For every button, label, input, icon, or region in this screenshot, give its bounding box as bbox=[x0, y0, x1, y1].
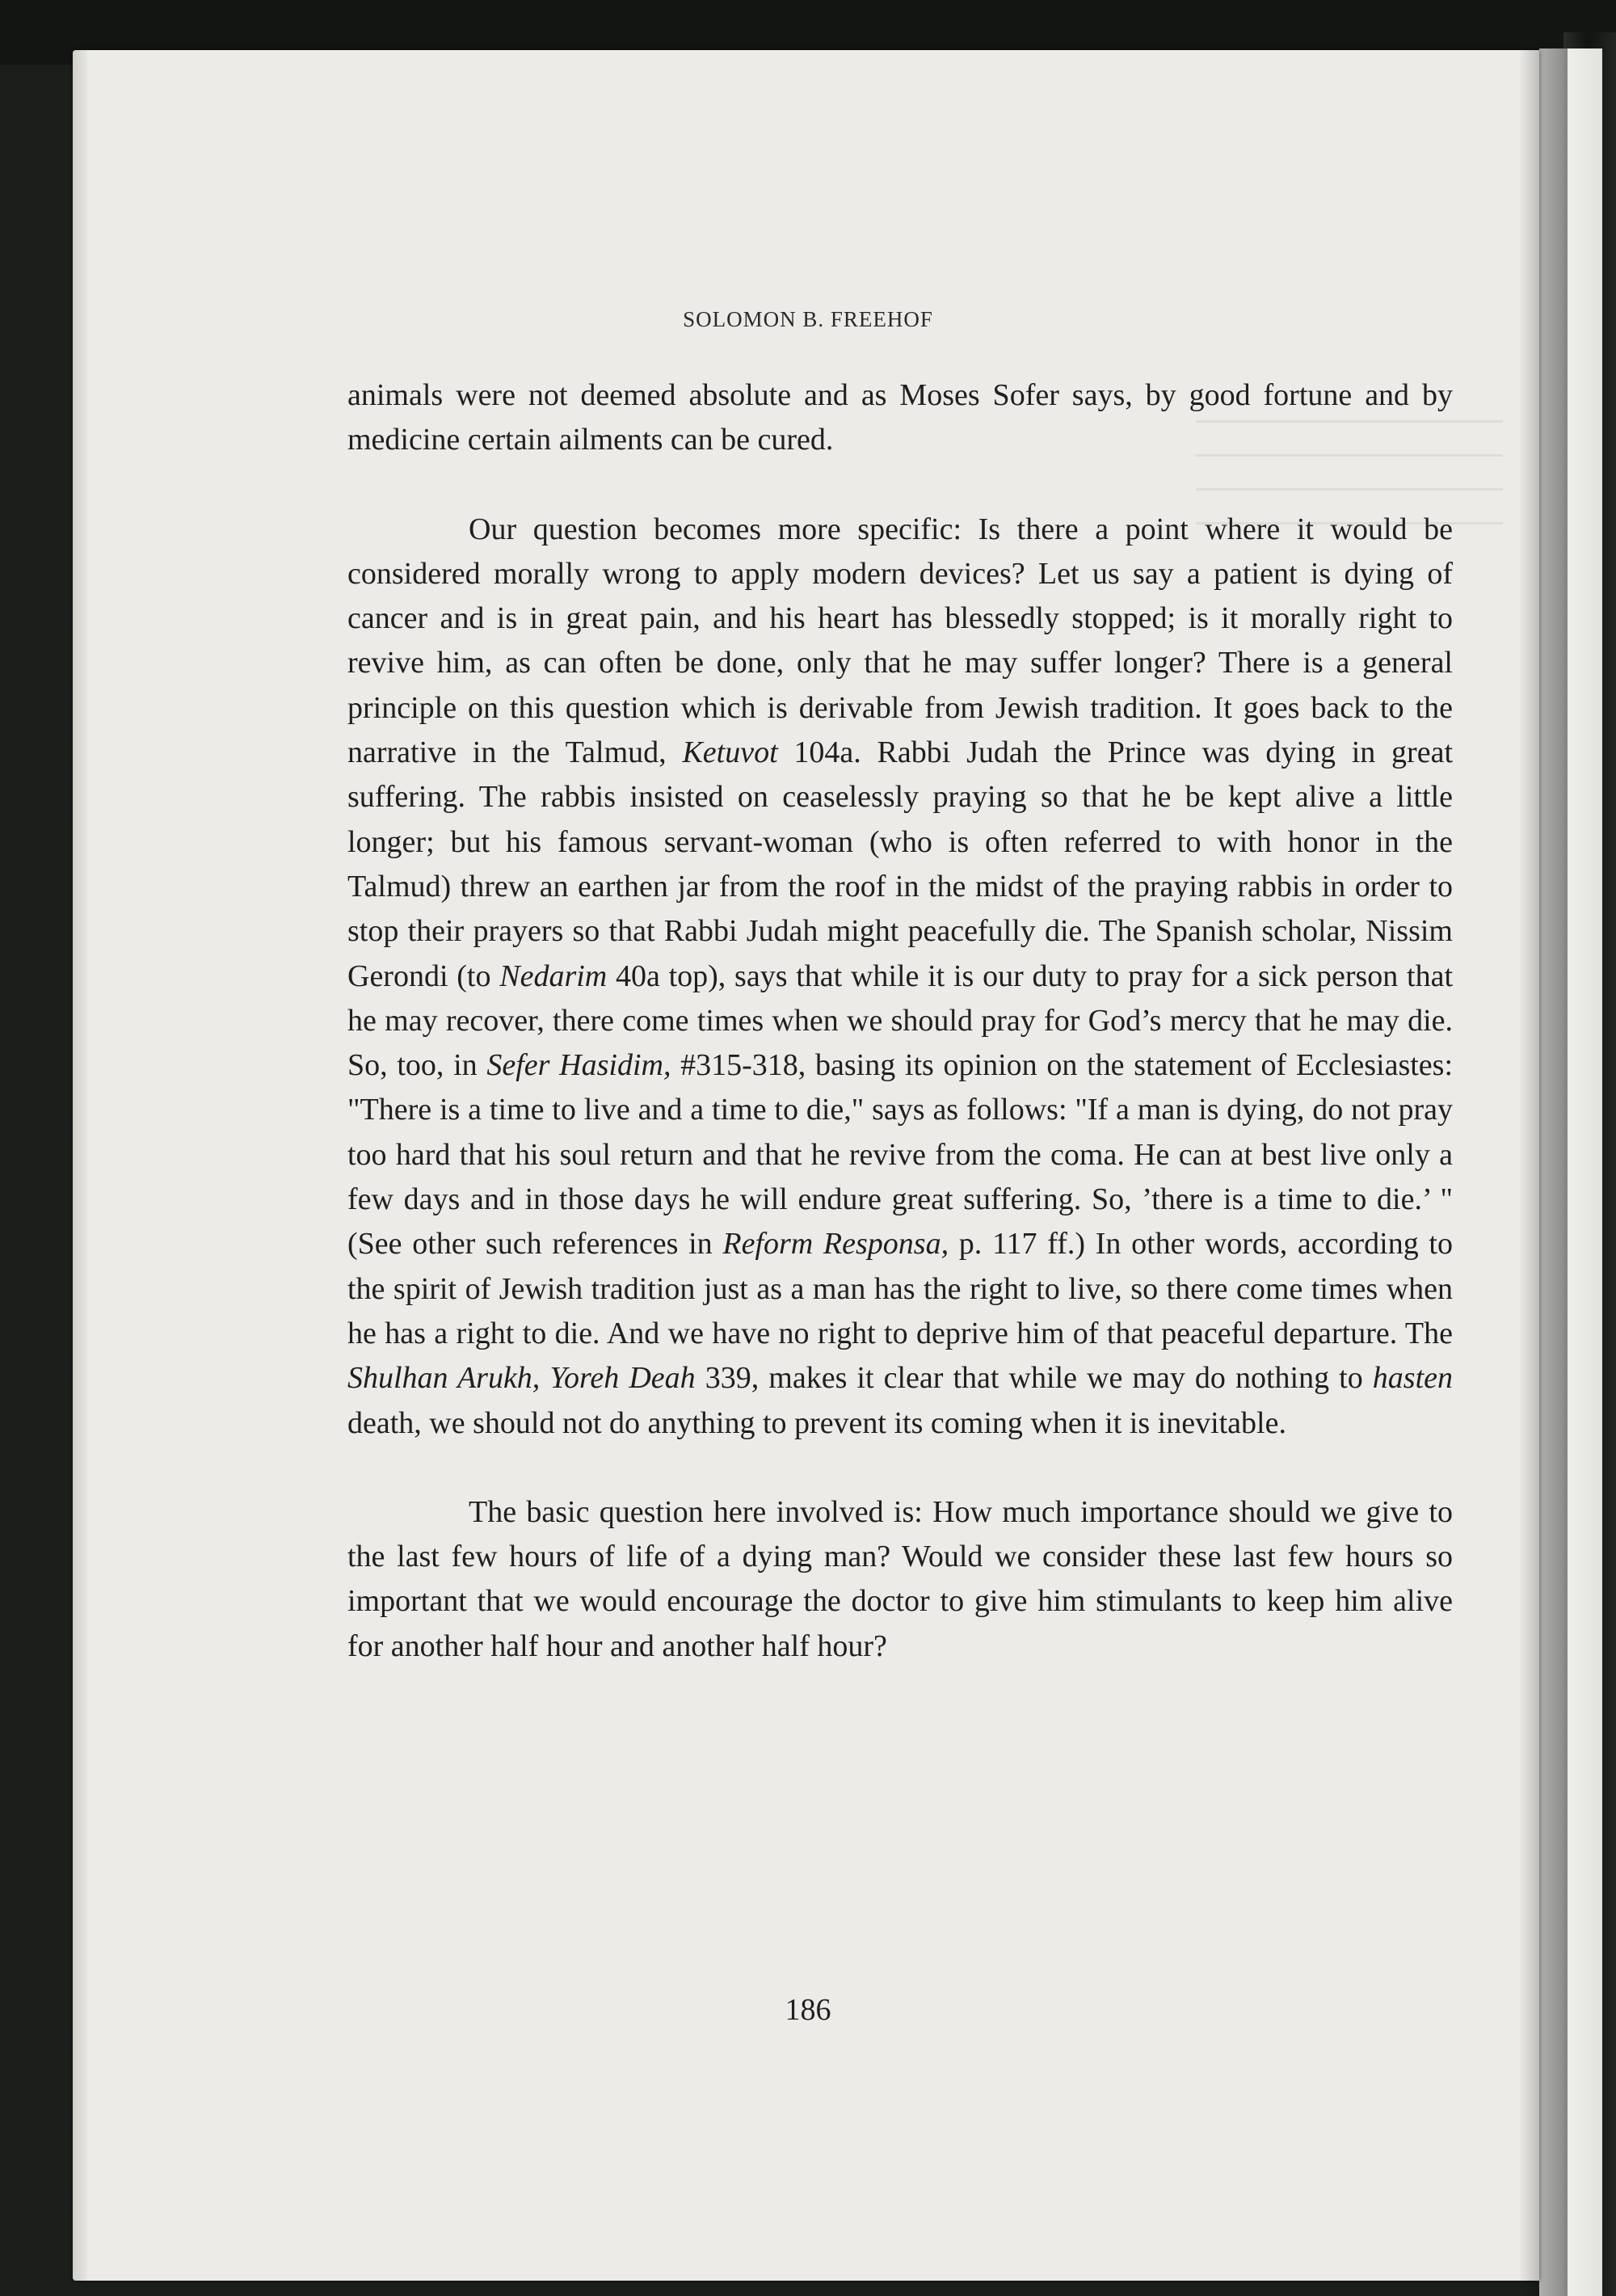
body-text bbox=[347, 373, 1453, 1669]
text-run: death, we should not do anything to prevent its coming when it is inevitable. bbox=[347, 1405, 1286, 1440]
paragraph bbox=[347, 373, 1453, 463]
italic-text: Nedarim bbox=[499, 958, 608, 993]
gutter-shadow bbox=[1519, 48, 1568, 2296]
italic-text: Sefer Hasidim, bbox=[486, 1048, 671, 1083]
running-head: SOLOMON B. FREEHOF bbox=[683, 307, 933, 331]
italic-text: hasten bbox=[1372, 1361, 1453, 1396]
text-run: 40a top), says that while it is our duty to pray for a sick person that he may recover, there come times when we should pray for God’s mercy that he may die. So, too, in bbox=[347, 958, 1454, 1083]
text-run: 339, makes it clear that while we may do nothing to bbox=[695, 1361, 1373, 1396]
italic-text: Reform Responsa, bbox=[722, 1227, 949, 1262]
italic-text: Shulhan Arukh, Yoreh Deah bbox=[347, 1361, 696, 1396]
text-run: 104a. Rabbi Judah the Prince was dying in great suffering. The rabbis insisted on ceaselessly praying so that he be kept alive a little longer; but his famous servant-woman (who is often referred to with honor in the Talmud) threw an earthen jar from the roof in the midst of the praying rabbis in order to stop their prayers so that Rabbi Judah might peacefully die. The Spanish scholar, Nissim Gerondi (to bbox=[347, 735, 1454, 993]
text-run: Our question becomes more specific: Is there a point where it would be considered morally wrong to apply modern devices? Let us say a patient is dying of cancer and is in great pain, and his heart has blessedly stopped; is it morally right to revive him, as can often be done, only that he may suffer longer? There is a general principle on this question which is derivable from Jewish tradition. It goes back to the narrative in the Talmud, bbox=[347, 512, 1453, 770]
paragraph bbox=[347, 508, 1453, 1446]
text-run: animals were not deemed absolute and as Moses Sofer says, by good fortune and by medicine certain ailments can be cured. bbox=[347, 378, 1453, 457]
text-run: The basic question here involved is: How much importance should we give to the last few hours of life of a dying man? Would we consider these last few hours so important that we would encourage the doctor to give him stimulants to keep him alive for another half hour and another half hour? bbox=[347, 1494, 1453, 1663]
italic-text: Ketuvot bbox=[682, 735, 778, 770]
text-run: #315-318, basing its opinion on the statement of Ecclesiastes: "There is a time to live and a time to die," says as follows: "If a man is dying, do not pray too hard that his soul return and that he revive from the coma. He can at best live only a few days and in those days he will endure great suffering. So, ’there is a time to die.’ " (See other such references in bbox=[347, 1048, 1454, 1262]
text-run: p. 117 ff.) In other words, according to the spirit of Jewish tradition just as a man has the right to live, so there come times when he has a right to die. And we have no right to deprive him of that peaceful departure. The bbox=[347, 1227, 1453, 1350]
page-left-edge bbox=[73, 50, 87, 2281]
page-number: 186 bbox=[785, 1993, 831, 2027]
paragraph bbox=[347, 1490, 1453, 1669]
